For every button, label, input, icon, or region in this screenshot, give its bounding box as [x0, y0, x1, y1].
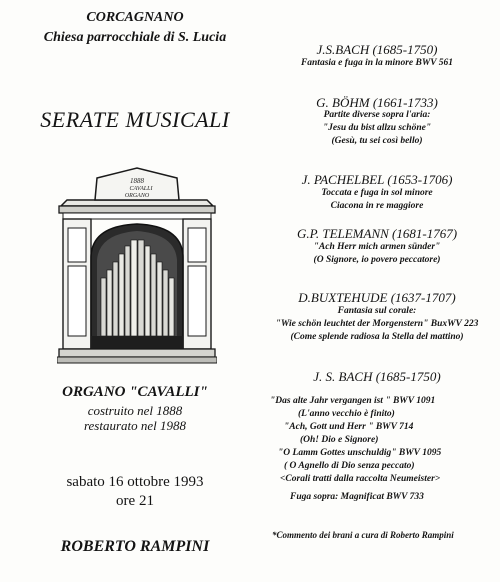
organ-built: costruito nel 1888 [87, 403, 183, 418]
work-line: Fantasia sul corale: [337, 306, 417, 316]
work-line: (Oh! Dio e Signore) [300, 435, 379, 445]
series-title: SERATE MUSICALI [40, 107, 230, 132]
organ-illustration [57, 166, 217, 364]
work-line: "Ach, Gott und Herr " BWV 714 [284, 422, 414, 432]
work-line: (L'anno vecchio è finito) [298, 409, 395, 419]
composer-heading: J. S. BACH (1685-1750) [313, 369, 441, 384]
work-line: Toccata e fuga in sol minore [321, 188, 433, 198]
organ-name: ORGANO "CAVALLI" [62, 384, 208, 400]
work-list [258, 241, 496, 267]
composer-heading: G.P. TELEMANN (1681-1767) [296, 226, 458, 241]
work-line: Ciacona in re maggiore [330, 201, 424, 211]
composer-heading: D.BUXTEHUDE (1637-1707) [298, 290, 456, 305]
work-line: (Gesù, tu sei così bello) [331, 136, 423, 146]
work-line: (O Signore, io povero peccatore) [313, 255, 441, 265]
work-list [258, 305, 496, 344]
work-line: ( O Agnello di Dio senza peccato) [284, 461, 415, 471]
composer-heading: J. PACHELBEL (1653-1706) [301, 172, 453, 187]
work-list [258, 109, 496, 148]
commentary-note: *Commento dei brani a cura di Roberto Rampini [272, 530, 454, 540]
work-line: Partite diverse sopra l'aria: [323, 110, 431, 120]
work-list [258, 187, 496, 213]
work-line: (Come splende radiosa la Stella del mattino) [290, 332, 464, 342]
work-list [258, 57, 496, 70]
composer-heading: G. BÖHM (1661-1733) [316, 95, 438, 110]
town-name: CORCAGNANO [86, 10, 184, 25]
concert-time: ore 21 [116, 493, 154, 509]
work-line: "Das alte Jahr vergangen ist " BWV 1091 [270, 396, 436, 406]
work-line: "O Lamm Gottes unschuldig" BWV 1095 [278, 448, 442, 458]
work-line: "Ach Herr mich armen sünder" [313, 242, 441, 252]
plaque-organ: ORGANO [124, 193, 150, 199]
church-name: Chiesa parrocchiale di S. Lucia [43, 30, 227, 45]
plaque-maker: CAVALLI [129, 186, 153, 192]
performer-name: ROBERTO RAMPINI [60, 538, 210, 555]
plaque-year: 1888 [130, 177, 144, 185]
fugue-line: Fuga sopra: Magnificat BWV 733 [290, 492, 424, 502]
work-line: "Jesu du bist allzu schöne" [322, 123, 432, 133]
composer-heading: J.S.BACH (1685-1750) [316, 42, 438, 57]
work-list [270, 395, 500, 486]
organ-restored: restaurato nel 1988 [83, 418, 187, 433]
work-line: Fantasia e fuga in la minore BWV 561 [300, 58, 454, 68]
work-line: "Wie schön leuchtet der Morgenstern" BuxWV 223 [275, 319, 479, 329]
work-line: <Corali tratti dalla raccolta Neumeister> [280, 474, 441, 484]
concert-date: sabato 16 ottobre 1993 [66, 474, 204, 490]
